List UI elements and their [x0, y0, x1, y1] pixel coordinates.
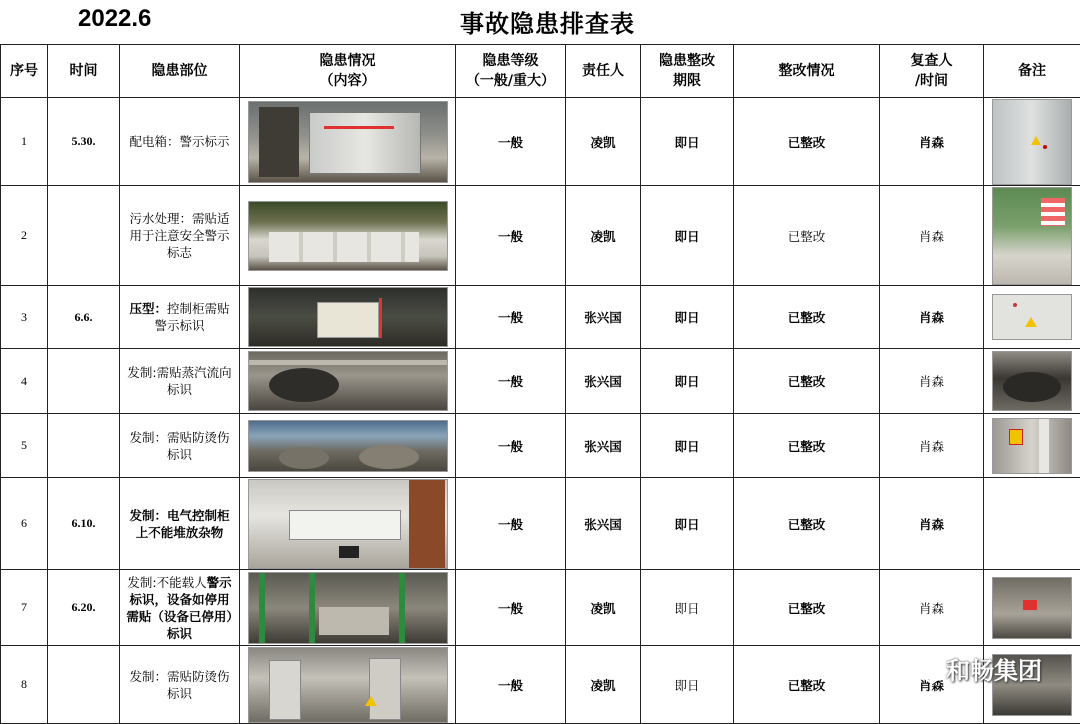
- row-reviewer: 肖森: [880, 98, 984, 186]
- row-deadline: 即日: [641, 98, 734, 186]
- row-remark-cell: [984, 98, 1080, 186]
- row-status: 已整改: [734, 646, 880, 724]
- col-header-owner: 责任人: [566, 45, 641, 98]
- row-photo-cell: [240, 349, 456, 414]
- hazard-inspection-table: [0, 44, 1080, 724]
- row-deadline: 即日: [641, 286, 734, 349]
- table-row: [1, 478, 1080, 570]
- row-level: 一般: [456, 186, 566, 286]
- col-header-level: [456, 45, 566, 98]
- row-photo-cell: [240, 414, 456, 478]
- watermark-text: 和畅集团: [946, 657, 1042, 685]
- row-time: [48, 646, 120, 724]
- row-status: 已整改: [734, 414, 880, 478]
- row-owner: 凌凯: [566, 98, 641, 186]
- row-photo-cell: [240, 570, 456, 646]
- row-photo-cell: [240, 98, 456, 186]
- row-owner: 凌凯: [566, 186, 641, 286]
- table-row: [1, 349, 1080, 414]
- col-header-time: 时间: [48, 45, 120, 98]
- col-header-part: 隐患部位: [120, 45, 240, 98]
- row-level: 一般: [456, 414, 566, 478]
- row-seq: 2: [1, 186, 48, 286]
- row-part-rest: 警示标识，设备如停用需贴（设备已停用）标识: [126, 575, 232, 641]
- row-seq: 5: [1, 414, 48, 478]
- table-row: [1, 570, 1080, 646]
- row-seq: 4: [1, 349, 48, 414]
- row-part: 发制：需贴防烫伤标识: [120, 414, 240, 478]
- row-status: 已整改: [734, 186, 880, 286]
- document-date: 2022.6: [78, 5, 151, 33]
- distribution-box-photo: [248, 101, 448, 183]
- row-level: 一般: [456, 570, 566, 646]
- safety-sign-board-photo: [992, 187, 1072, 285]
- col-header-situation-line2: （内容）: [240, 71, 455, 91]
- row-deadline: 即日: [641, 570, 734, 646]
- table-row: [1, 98, 1080, 186]
- watermark: [912, 651, 1042, 686]
- document-title: 事故隐患排查表: [460, 4, 635, 39]
- row-part: 发制:需贴蒸汽流向标识: [120, 349, 240, 414]
- row-photo-cell: [240, 478, 456, 570]
- col-header-reviewer: [880, 45, 984, 98]
- row-part-prefix: 压型：: [129, 301, 167, 316]
- row-owner: 凌凯: [566, 570, 641, 646]
- sewage-treatment-sacks-photo: [248, 201, 448, 271]
- row-time: 6.10.: [48, 478, 120, 570]
- row-status: 已整改: [734, 570, 880, 646]
- table-row: [1, 186, 1080, 286]
- row-owner: 张兴国: [566, 349, 641, 414]
- col-header-deadline-line1: 隐患整改: [641, 51, 733, 71]
- row-owner: 张兴国: [566, 414, 641, 478]
- row-seq: 3: [1, 286, 48, 349]
- row-reviewer: 肖森: [880, 478, 984, 570]
- row-deadline: 即日: [641, 478, 734, 570]
- row-seq: 8: [1, 646, 48, 724]
- row-time: 5.30.: [48, 98, 120, 186]
- lift-platform-photo: [248, 572, 448, 644]
- steam-pipe-photo: [248, 351, 448, 411]
- row-level: 一般: [456, 646, 566, 724]
- row-reviewer: 肖森: [880, 286, 984, 349]
- electrical-control-box-photo: [248, 479, 448, 569]
- col-header-status: 整改情况: [734, 45, 880, 98]
- row-level: 一般: [456, 349, 566, 414]
- row-level: 一般: [456, 98, 566, 186]
- row-seq: 6: [1, 478, 48, 570]
- col-header-reviewer-line1: 复查人: [880, 51, 983, 71]
- row-deadline: 即日: [641, 186, 734, 286]
- col-header-deadline-line2: 期限: [641, 71, 733, 91]
- row-photo-cell: [240, 186, 456, 286]
- row-part: [120, 286, 240, 349]
- row-deadline: 即日: [641, 414, 734, 478]
- table-row: [1, 286, 1080, 349]
- row-remark-cell: [984, 186, 1080, 286]
- col-header-deadline: [641, 45, 734, 98]
- table-header-row: [1, 45, 1080, 98]
- steam-tank-photo: [992, 351, 1072, 411]
- col-header-remark: 备注: [984, 45, 1080, 98]
- control-cabinet-photo: [248, 287, 448, 347]
- row-time: [48, 414, 120, 478]
- col-header-level-line1: 隐患等级: [456, 51, 565, 71]
- row-photo-cell: [240, 646, 456, 724]
- row-remark-cell: [984, 570, 1080, 646]
- col-header-situation: [240, 45, 456, 98]
- row-owner: 凌凯: [566, 646, 641, 724]
- row-time: 6.20.: [48, 570, 120, 646]
- row-seq: 7: [1, 570, 48, 646]
- row-time: 6.6.: [48, 286, 120, 349]
- row-reviewer: 肖森: [880, 414, 984, 478]
- burn-warning-pipe-photo: [992, 418, 1072, 474]
- row-deadline: 即日: [641, 349, 734, 414]
- col-header-situation-line1: 隐患情况: [240, 51, 455, 71]
- row-status: 已整改: [734, 286, 880, 349]
- row-time: [48, 349, 120, 414]
- row-part-prefix: 发制:不能载人: [127, 575, 206, 590]
- col-header-reviewer-line2: /时间: [880, 71, 983, 91]
- row-remark-cell: [984, 478, 1080, 570]
- row-status: 已整改: [734, 478, 880, 570]
- row-status: 已整改: [734, 349, 880, 414]
- row-part: 配电箱：警示标示: [120, 98, 240, 186]
- lift-sign-photo: [992, 577, 1072, 639]
- col-header-seq: 序号: [1, 45, 48, 98]
- row-part: 发制：需贴防烫伤标识: [120, 646, 240, 724]
- row-reviewer: 肖森: [880, 646, 984, 724]
- row-photo-cell: [240, 286, 456, 349]
- row-time: [48, 186, 120, 286]
- row-part: 污水处理：需贴适用于注意安全警示标志: [120, 186, 240, 286]
- row-deadline: 即日: [641, 646, 734, 724]
- row-reviewer: 肖森: [880, 349, 984, 414]
- row-owner: 张兴国: [566, 286, 641, 349]
- row-part-rest: 控制柜需贴警示标识: [154, 301, 229, 333]
- electrical-cabinet-warning-label-photo: [992, 99, 1072, 185]
- row-remark-cell: [984, 414, 1080, 478]
- row-status: 已整改: [734, 98, 880, 186]
- row-owner: 张兴国: [566, 478, 641, 570]
- row-seq: 1: [1, 98, 48, 186]
- col-header-level-line2: （一般/重大）: [456, 71, 565, 91]
- boiler-room-photo: [248, 647, 448, 723]
- row-reviewer: 肖森: [880, 570, 984, 646]
- row-remark-cell: [984, 349, 1080, 414]
- row-level: 一般: [456, 478, 566, 570]
- row-level: 一般: [456, 286, 566, 349]
- workshop-tanks-photo: [248, 420, 448, 472]
- warning-label-cabinet-photo: [992, 294, 1072, 340]
- row-remark-cell: [984, 286, 1080, 349]
- row-part: 发制：电气控制柜上不能堆放杂物: [120, 478, 240, 570]
- row-reviewer: 肖森: [880, 186, 984, 286]
- table-row: [1, 414, 1080, 478]
- wechat-icon: [912, 660, 942, 684]
- row-part: [120, 570, 240, 646]
